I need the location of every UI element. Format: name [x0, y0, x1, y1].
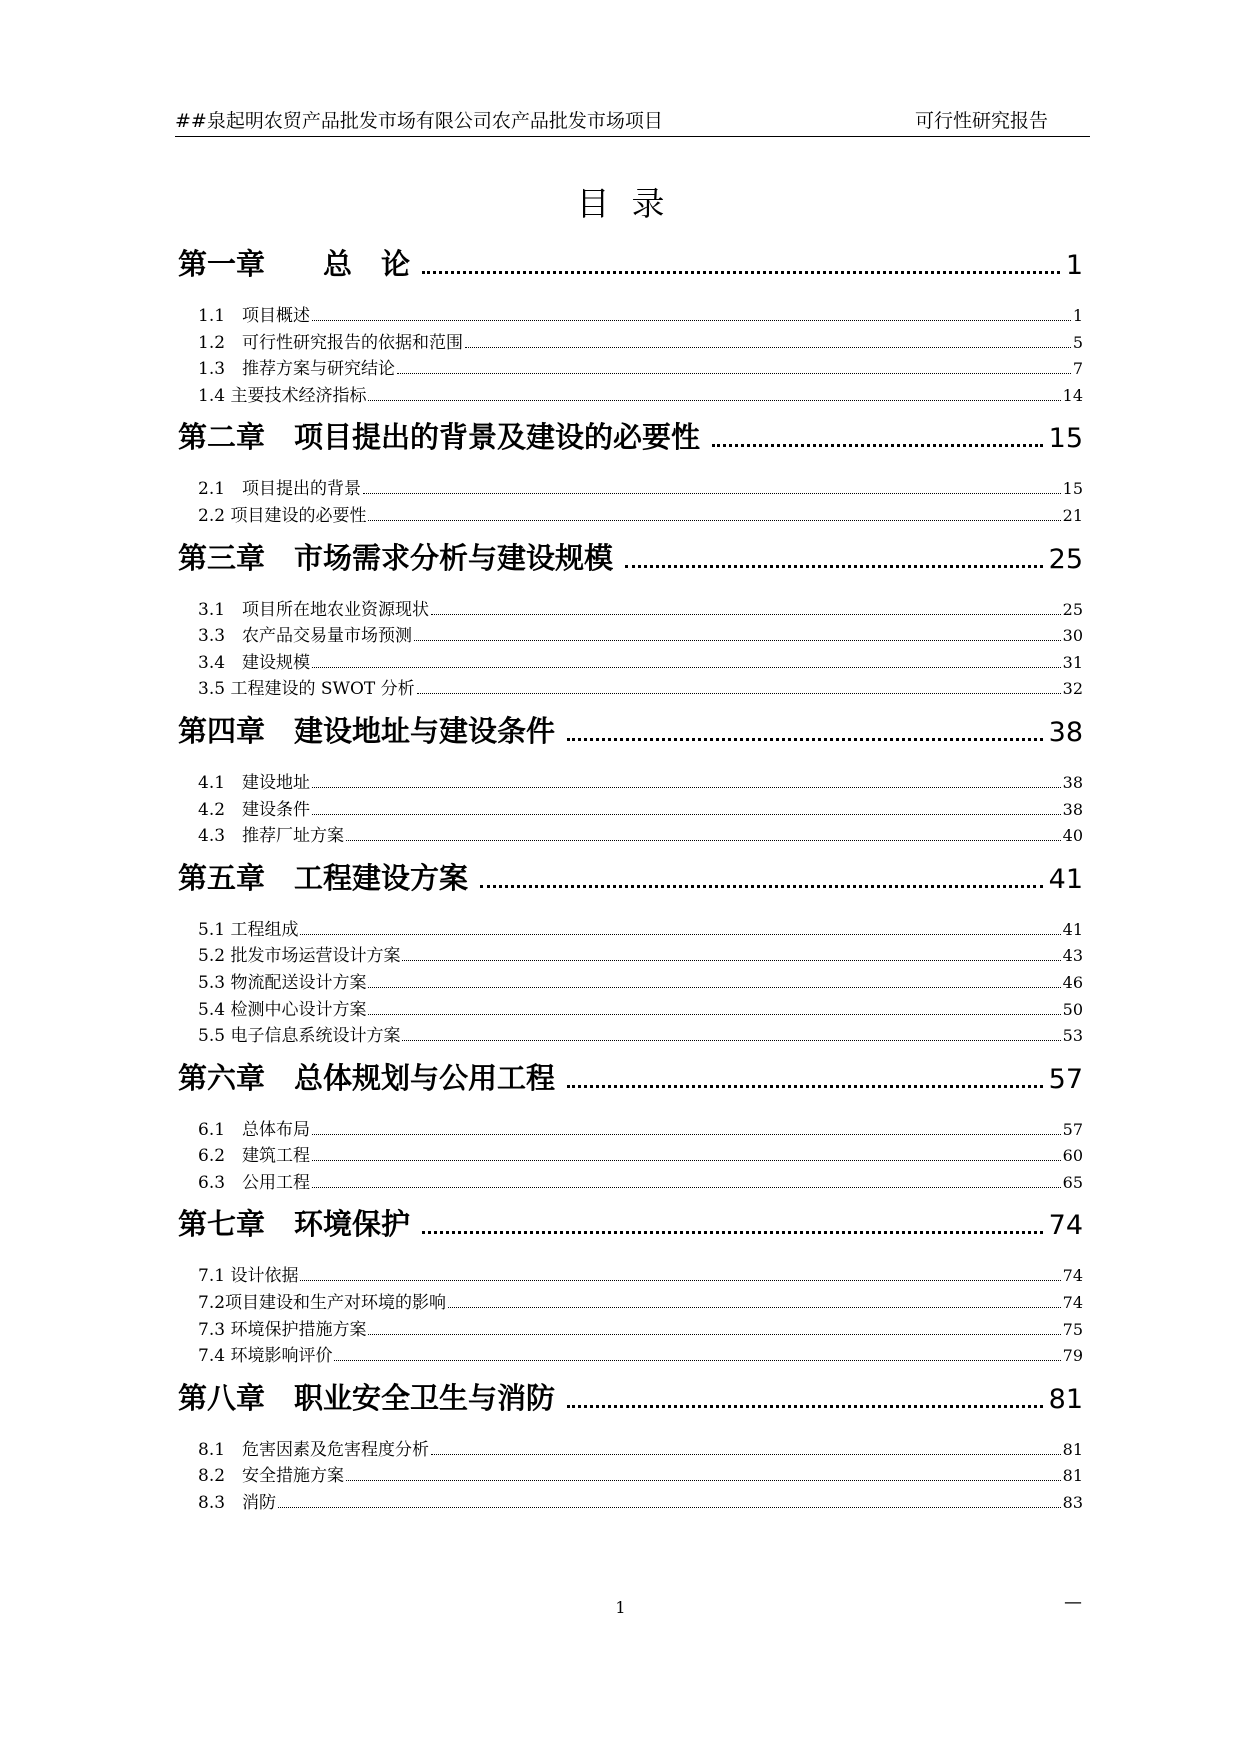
dot-leader [567, 738, 1043, 741]
dot-leader [422, 271, 1060, 274]
toc-section-entry[interactable] [178, 1341, 1083, 1368]
section-title: 7.1 设计依据 [198, 1266, 299, 1287]
toc-section-entry[interactable] [178, 1435, 1083, 1462]
section-title: 1.4 主要技术经济指标 [198, 385, 367, 406]
chapter-page-number: 1 [1065, 250, 1083, 281]
chapter-title: 第六章 总体规划与公用工程 [178, 1060, 556, 1095]
dot-leader [431, 1454, 1061, 1455]
toc-section-entry[interactable] [178, 648, 1083, 675]
dot-leader [312, 667, 1061, 668]
chapter-title: 第八章 职业安全卫生与消防 [178, 1380, 556, 1415]
toc-section-entry[interactable] [178, 595, 1083, 622]
chapter-page-number: 81 [1048, 1383, 1083, 1415]
dot-leader [465, 347, 1071, 348]
dot-leader [567, 1405, 1043, 1408]
toc-chapter-entry[interactable] [178, 1376, 1083, 1431]
toc-title: 目录 [576, 184, 687, 223]
toc-section-entry[interactable] [178, 1488, 1083, 1515]
section-title: 8.1 危害因素及危害程度分析 [198, 1439, 430, 1460]
chapter-sections [178, 1115, 1083, 1195]
dot-leader [567, 1085, 1043, 1088]
section-page-number: 5 [1072, 332, 1083, 352]
section-page-number: 38 [1062, 772, 1083, 792]
dot-leader [480, 885, 1043, 888]
toc-section-entry[interactable] [178, 1021, 1083, 1048]
chapter-page-number: 38 [1048, 716, 1083, 748]
dot-leader [334, 1360, 1060, 1361]
toc-section-entry[interactable] [178, 1288, 1083, 1315]
toc-section-entry[interactable] [178, 474, 1083, 501]
toc-section-entry[interactable] [178, 1115, 1083, 1142]
toc-section-entry[interactable] [178, 795, 1083, 822]
toc-chapter-entry[interactable] [178, 242, 1083, 297]
section-page-number: 53 [1062, 1026, 1083, 1046]
toc-section-entry[interactable] [178, 821, 1083, 848]
dot-leader [625, 565, 1043, 568]
section-title: 4.1 建设地址 [198, 772, 311, 793]
dot-leader [346, 1480, 1061, 1481]
header-report-type: 可行性研究报告 [914, 110, 1048, 132]
toc-section-entry[interactable] [178, 674, 1083, 701]
dot-leader [417, 693, 1061, 694]
toc-chapter-entry[interactable] [178, 415, 1083, 470]
section-title: 8.2 安全措施方案 [198, 1466, 345, 1487]
section-title: 5.3 物流配送设计方案 [198, 972, 367, 993]
section-page-number: 14 [1062, 385, 1083, 405]
toc-section-entry[interactable] [178, 1261, 1083, 1288]
chapter-sections [178, 474, 1083, 527]
chapter-sections [178, 301, 1083, 407]
header-project-title: ##泉起明农贸产品批发市场有限公司农产品批发市场项目 [175, 110, 663, 132]
toc-section-entry[interactable] [178, 995, 1083, 1022]
chapter-page-number: 41 [1048, 863, 1083, 895]
section-title: 7.4 环境影响评价 [198, 1346, 333, 1367]
toc-section-entry[interactable] [178, 328, 1083, 355]
dot-leader [448, 1307, 1061, 1308]
section-page-number: 1 [1072, 306, 1083, 325]
toc-section-entry[interactable] [178, 1168, 1083, 1195]
section-title: 5.2 批发市场运营设计方案 [198, 946, 401, 967]
section-title: 6.3 公用工程 [198, 1172, 311, 1193]
dot-leader [300, 934, 1060, 935]
dot-leader [346, 840, 1061, 841]
section-page-number: 43 [1062, 946, 1083, 966]
section-page-number: 25 [1062, 599, 1083, 619]
dot-leader [368, 520, 1060, 521]
section-page-number: 81 [1062, 1466, 1083, 1486]
dot-leader [363, 493, 1061, 494]
page-number: 1 [615, 1598, 626, 1617]
toc-section-entry[interactable] [178, 381, 1083, 408]
toc-section-entry[interactable] [178, 354, 1083, 381]
dot-leader [414, 640, 1061, 641]
section-page-number: 46 [1062, 972, 1083, 992]
table-of-contents [178, 240, 1083, 1523]
dot-leader [312, 320, 1071, 321]
section-page-number: 38 [1062, 799, 1083, 819]
dot-leader [402, 1040, 1060, 1041]
dot-leader [300, 1280, 1060, 1281]
section-page-number: 65 [1062, 1172, 1083, 1192]
section-title: 6.2 建筑工程 [198, 1146, 311, 1167]
section-title: 3.3 农产品交易量市场预测 [198, 626, 413, 647]
chapter-title: 第七章 环境保护 [178, 1207, 411, 1242]
dot-leader [368, 987, 1060, 988]
section-title: 5.4 检测中心设计方案 [198, 999, 367, 1020]
section-title: 5.1 工程组成 [198, 919, 299, 940]
dot-leader [712, 444, 1043, 447]
chapter-page-number: 15 [1048, 423, 1083, 455]
chapter-title: 第五章 工程建设方案 [178, 860, 469, 895]
chapter-title: 第二章 项目提出的背景及建设的必要性 [178, 420, 701, 455]
page-header [175, 104, 1090, 137]
section-title: 8.3 消防 [198, 1493, 277, 1514]
toc-section-entry[interactable] [178, 968, 1083, 995]
dot-leader [368, 1334, 1060, 1335]
section-title: 2.1 项目提出的背景 [198, 479, 362, 500]
section-title: 2.2 项目建设的必要性 [198, 505, 367, 526]
section-title: 6.1 总体布局 [198, 1119, 311, 1140]
section-title: 1.2 可行性研究报告的依据和范围 [198, 332, 464, 353]
toc-chapter-entry[interactable] [178, 856, 1083, 911]
section-title: 3.1 项目所在地农业资源现状 [198, 599, 430, 620]
toc-chapter-entry[interactable] [178, 709, 1083, 764]
dot-leader [422, 1231, 1043, 1234]
section-title: 3.4 建设规模 [198, 652, 311, 673]
chapter-sections [178, 1261, 1083, 1367]
dot-leader [278, 1507, 1061, 1508]
chapter-page-number: 25 [1048, 543, 1083, 575]
section-page-number: 60 [1062, 1146, 1083, 1166]
section-page-number: 50 [1062, 999, 1083, 1019]
section-page-number: 57 [1062, 1119, 1083, 1139]
toc-section-entry[interactable] [178, 621, 1083, 648]
chapter-sections [178, 915, 1083, 1048]
toc-section-entry[interactable] [178, 301, 1083, 328]
dot-leader [431, 614, 1061, 615]
section-title: 5.5 电子信息系统设计方案 [198, 1026, 401, 1047]
toc-section-entry[interactable] [178, 941, 1083, 968]
chapter-sections [178, 1435, 1083, 1515]
section-page-number: 81 [1062, 1439, 1083, 1459]
toc-section-entry[interactable] [178, 1461, 1083, 1488]
toc-section-entry[interactable] [178, 1141, 1083, 1168]
section-page-number: 74 [1062, 1266, 1083, 1286]
toc-section-entry[interactable] [178, 768, 1083, 795]
section-page-number: 32 [1062, 679, 1083, 699]
section-title: 7.2项目建设和生产对环境的影响 [198, 1293, 447, 1314]
section-page-number: 41 [1062, 919, 1083, 939]
chapter-title: 第三章 市场需求分析与建设规模 [178, 540, 614, 575]
dot-leader [312, 814, 1061, 815]
chapter-title: 第一章 总 论 [178, 247, 411, 281]
dot-leader [312, 1160, 1061, 1161]
toc-section-entry[interactable] [178, 1315, 1083, 1342]
section-title: 3.5 工程建设的 SWOT 分析 [198, 679, 415, 700]
section-page-number: 79 [1062, 1346, 1083, 1366]
dot-leader [312, 787, 1061, 788]
toc-chapter-entry[interactable] [178, 1202, 1083, 1257]
dot-leader [368, 1014, 1060, 1015]
section-page-number: 15 [1062, 479, 1083, 499]
chapter-sections [178, 595, 1083, 701]
section-page-number: 74 [1062, 1293, 1083, 1313]
footer-dash: — [1064, 1592, 1082, 1613]
toc-section-entry[interactable] [178, 915, 1083, 942]
chapter-page-number: 74 [1048, 1210, 1083, 1242]
section-page-number: 31 [1062, 652, 1083, 672]
section-page-number: 40 [1062, 826, 1083, 846]
section-page-number: 83 [1062, 1493, 1083, 1513]
chapter-title: 第四章 建设地址与建设条件 [178, 713, 556, 748]
dot-leader [397, 373, 1071, 374]
section-page-number: 21 [1062, 505, 1083, 525]
chapter-page-number: 57 [1048, 1063, 1083, 1095]
section-title: 1.1 项目概述 [198, 306, 311, 326]
section-page-number: 75 [1062, 1319, 1083, 1339]
section-title: 4.2 建设条件 [198, 799, 311, 820]
dot-leader [312, 1187, 1061, 1188]
dot-leader [402, 960, 1060, 961]
section-title: 4.3 推荐厂址方案 [198, 826, 345, 847]
dot-leader [368, 400, 1060, 401]
section-title: 1.3 推荐方案与研究结论 [198, 359, 396, 380]
toc-chapter-entry[interactable] [178, 536, 1083, 591]
section-page-number: 7 [1072, 359, 1083, 379]
section-title: 7.3 环境保护措施方案 [198, 1319, 367, 1340]
dot-leader [312, 1134, 1061, 1135]
toc-chapter-entry[interactable] [178, 1056, 1083, 1111]
section-page-number: 30 [1062, 626, 1083, 646]
chapter-sections [178, 768, 1083, 848]
toc-section-entry[interactable] [178, 501, 1083, 528]
